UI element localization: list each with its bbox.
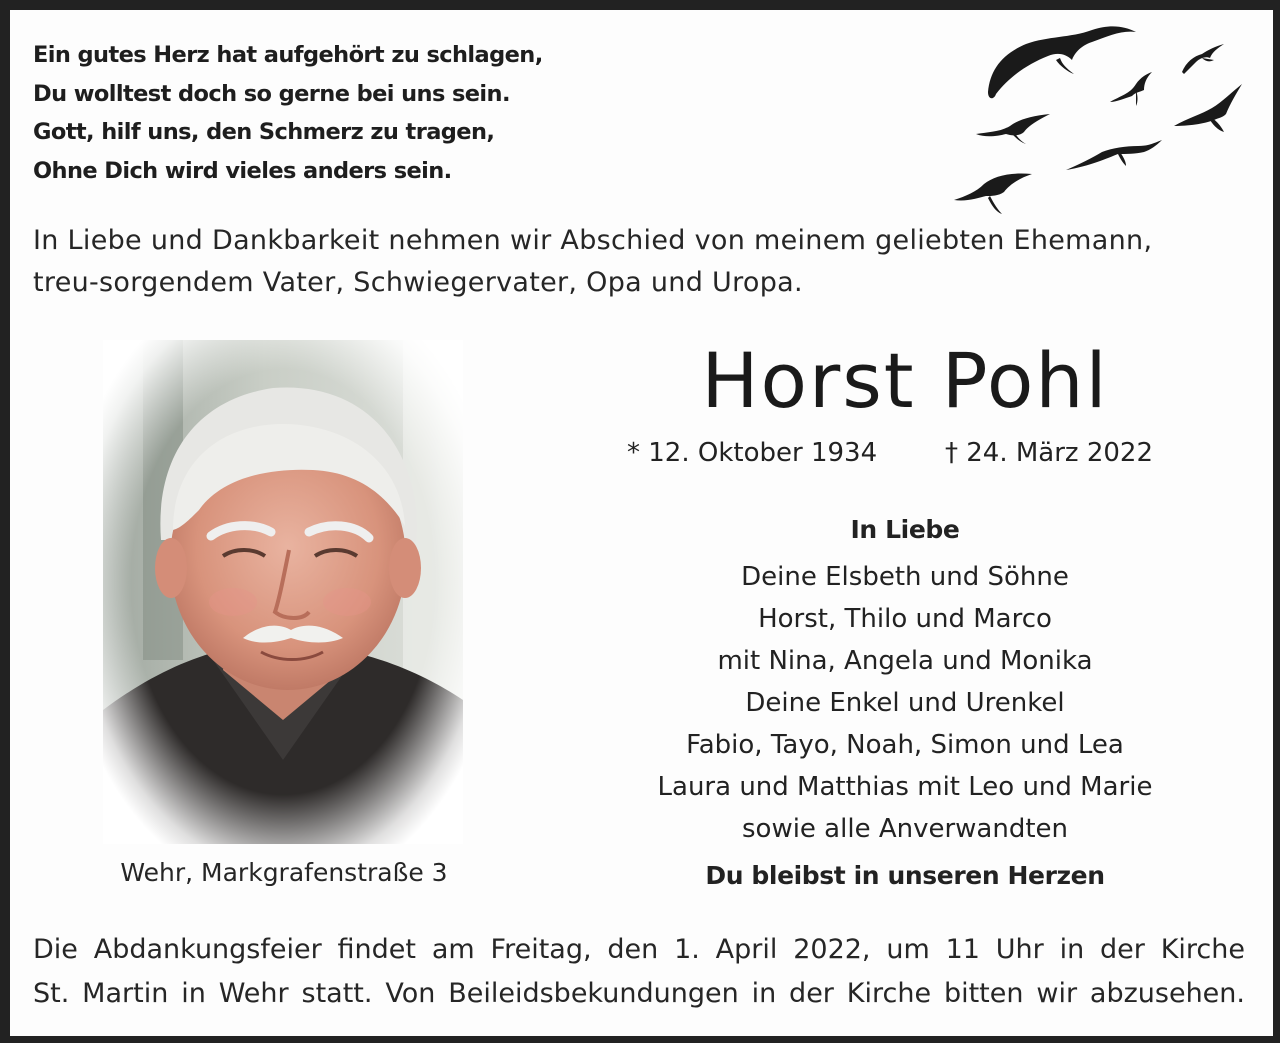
portrait-photo (103, 340, 463, 844)
mourners-line: Fabio, Tayo, Noah, Simon und Lea (686, 730, 1124, 760)
mourners-line: Laura und Matthias mit Leo und Marie (657, 772, 1153, 802)
mourners-closing: Du bleibst in unseren Herzen (705, 861, 1105, 890)
funeral-line: Die Abdankungsfeier findet am Freitag, den 1. April 2022, um 11 Uhr in der Kirche (33, 934, 1245, 965)
poem-line: Gott, hilf uns, den Schmerz zu tragen, (33, 119, 495, 145)
mourners-line: mit Nina, Angela und Monika (717, 646, 1093, 676)
mourners-block (600, 508, 1210, 896)
poem (33, 36, 653, 190)
intro-text (33, 220, 1253, 304)
birth-date: * 12. Oktober 1934 (627, 438, 878, 468)
address: Wehr, Markgrafenstraße 3 (120, 858, 448, 887)
intro-line: treu-sorgendem Vater, Schwiegervater, Opa und Uropa. (33, 267, 803, 298)
intro-line: In Liebe und Dankbarkeit nehmen wir Abschied von meinem geliebten Ehemann, (33, 225, 1153, 256)
funeral-line: St. Martin in Wehr statt. Von Beileidsbekundungen in der Kirche bitten wir abzusehen. (33, 978, 1245, 1009)
mourners-line: sowie alle Anverwandten (741, 814, 1069, 844)
mourners-line: Deine Enkel und Urenkel (745, 688, 1065, 718)
mourners-line: Deine Elsbeth und Söhne (741, 562, 1069, 592)
mourners-heading: In Liebe (850, 515, 960, 544)
death-date: † 24. März 2022 (945, 438, 1154, 468)
deceased-name: Horst Pohl (701, 336, 1109, 425)
mourners-line: Horst, Thilo und Marco (758, 604, 1052, 634)
funeral-notice (33, 928, 1245, 1016)
flying-birds-icon (940, 14, 1260, 224)
poem-line: Ein gutes Herz hat aufgehört zu schlagen, (33, 42, 543, 68)
poem-line: Ohne Dich wird vieles anders sein. (33, 157, 452, 184)
poem-line: Du wolltest doch so gerne bei uns sein. (33, 80, 510, 107)
